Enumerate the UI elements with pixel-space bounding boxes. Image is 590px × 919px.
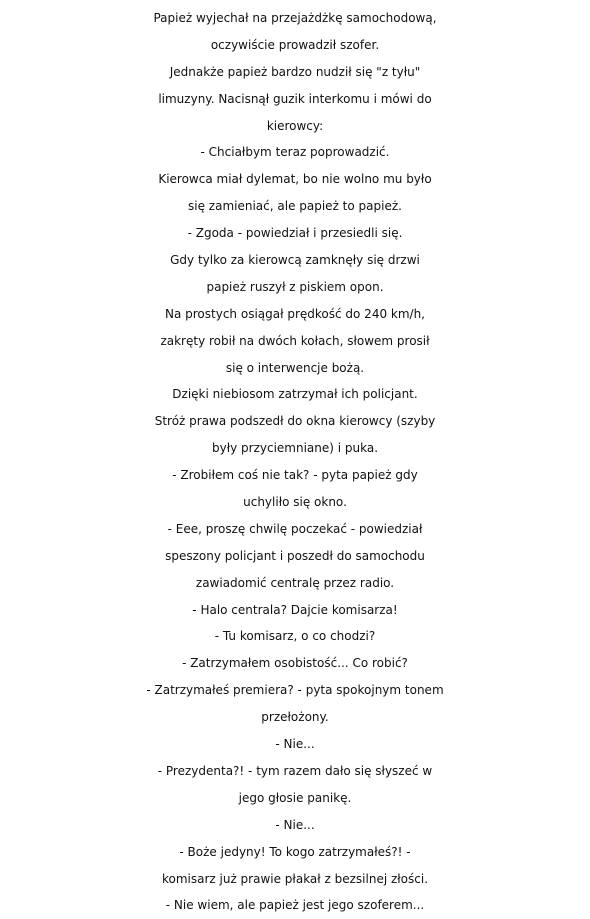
text-line: się o interwencje bożą. xyxy=(225,360,365,375)
text-line: uchyliło się okno. xyxy=(243,495,347,510)
text-line: Kierowca miał dylemat, bo nie wolno mu było xyxy=(158,172,432,187)
text-line: zakręty robił na dwóch kołach, słowem prosił xyxy=(160,333,430,348)
text-line: - Prezydenta?! - tym razem dało się słyszeć w xyxy=(157,763,433,778)
text-line: przełożony. xyxy=(261,710,329,725)
text-line: Jednakże papież bardzo nudził się "z tyłu" xyxy=(169,64,421,79)
text-line: Dzięki niebiosom zatrzymał ich policjant. xyxy=(172,387,418,402)
text-line: - Boże jedyny! To kogo zatrzymałeś?! - xyxy=(179,844,411,859)
text-line: kierowcy: xyxy=(266,118,324,133)
text-line: - Zgoda - powiedział i przesiedli się. xyxy=(187,226,403,241)
text-line: były przyciemniane) i puka. xyxy=(211,441,379,456)
text-line: jego głosie panikę. xyxy=(238,790,352,805)
text-line: - Eee, proszę chwilę poczekać - powiedział xyxy=(167,521,423,536)
text-line: Na prostych osiągał prędkość do 240 km/h, xyxy=(165,306,425,321)
text-line: - Nie... xyxy=(275,737,315,752)
text-line: komisarz już prawie płakał z bezsilnej złości. xyxy=(161,871,429,886)
text-line: Papież wyjechał na przejażdżkę samochodową, xyxy=(153,11,437,25)
text-line: się zamieniać, ale papież to papież. xyxy=(188,199,402,214)
text-line: - Zatrzymałem osobistość... Co robić? xyxy=(182,656,408,671)
text-line: zawiadomić centralę przez radio. xyxy=(195,575,395,590)
text-line: limuzyny. Nacisnął guzik interkomu i mówi do xyxy=(158,91,432,106)
text-line: - Halo centrala? Dajcie komisarza! xyxy=(192,602,398,617)
text-line: - Zatrzymałeś premiera? - pyta spokojnym tonem xyxy=(146,683,444,698)
text-line: Gdy tylko za kierowcą zamknęły się drzwi xyxy=(170,253,420,268)
text-line: - Nie... xyxy=(275,817,315,832)
text-line: speszony policjant i poszedł do samochodu xyxy=(165,548,425,563)
text-line: papież ruszył z piskiem opon. xyxy=(206,279,384,294)
text-line: Stróż prawa podszedł do okna kierowcy (szyby xyxy=(154,414,436,429)
text-line: - Tu komisarz, o co chodzi? xyxy=(214,629,376,644)
text-line: oczywiście prowadził szofer. xyxy=(210,37,380,52)
text-line: - Zrobiłem coś nie tak? - pyta papież gdy xyxy=(172,468,418,483)
text-line: - Chciałbym teraz poprowadzić. xyxy=(200,145,390,160)
text-line: - Nie wiem, ale papież jest jego szoferem... xyxy=(165,898,425,913)
